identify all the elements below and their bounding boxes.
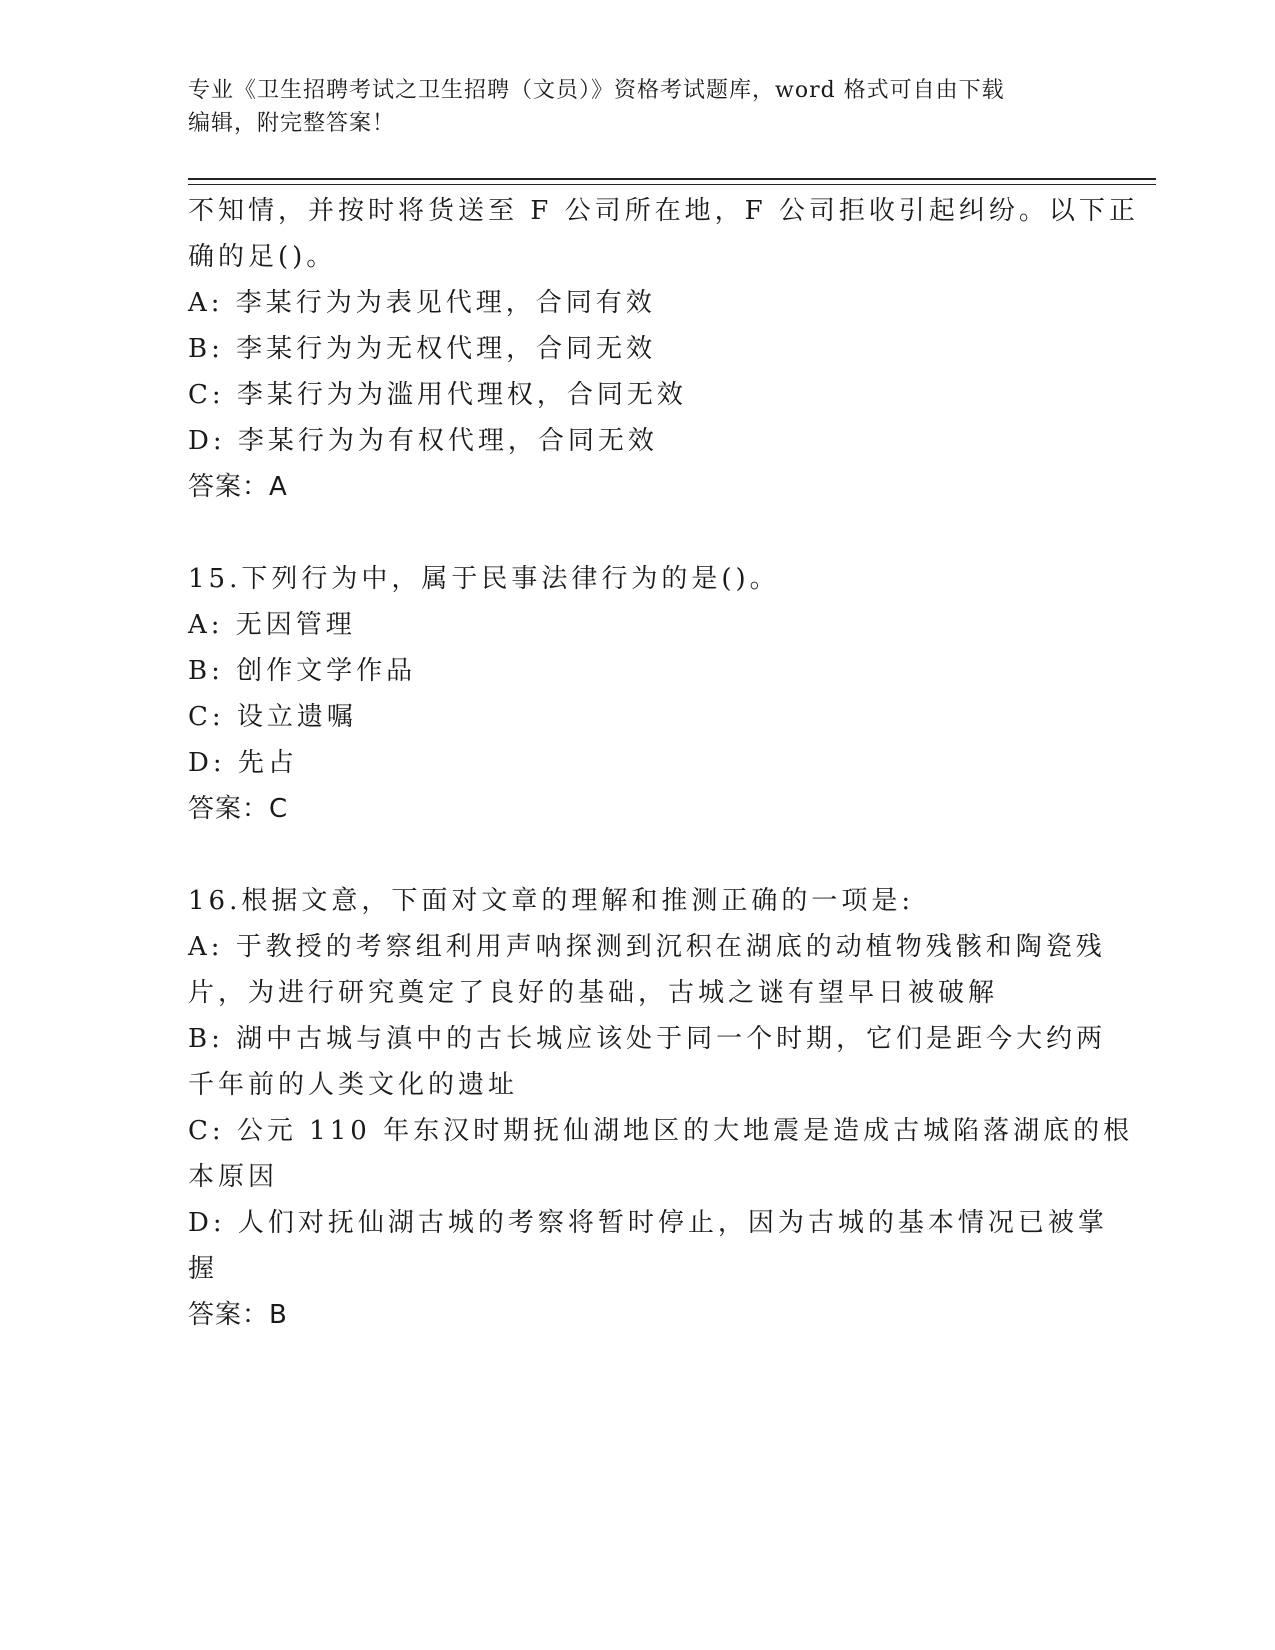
header-divider-thick [188, 178, 1156, 180]
header-line-1: 专业《卫生招聘考试之卫生招聘（文员）》资格考试题库，word 格式可自由下载 [188, 78, 1005, 103]
option-d-continued: 握 [188, 1254, 219, 1284]
option-b: B: 李某行为为无权代理，合同无效 [188, 334, 657, 364]
option-b: B: 创作文学作品 [188, 656, 417, 686]
question-stem-continued: 确的足()。 [188, 242, 337, 272]
option-c-continued: 本原因 [188, 1162, 279, 1192]
header-line-2: 编辑，附完整答案！ [188, 111, 396, 136]
answer-label: 答案：A [188, 472, 288, 502]
option-a: A: 于教授的考察组利用声呐探测到沉积在湖底的动植物残骸和陶瓷残 [188, 932, 1106, 962]
option-a: A: 无因管理 [188, 610, 356, 640]
option-a: A: 李某行为为表见代理，合同有效 [188, 288, 656, 318]
question-stem: 15.下列行为中，属于民事法律行为的是()。 [188, 564, 780, 594]
question-stem: 16.根据文意，下面对文章的理解和推测正确的一项是: [188, 886, 915, 916]
option-d: D: 人们对抚仙湖古城的考察将暂时停止，因为古城的基本情况已被掌 [188, 1208, 1108, 1238]
question-stem-continued: 不知情，并按时将货送至 F 公司所在地，F 公司拒收引起纠纷。以下正 [188, 196, 1139, 226]
option-b: B: 湖中古城与滇中的古长城应该处于同一个时期，它们是距今大约两 [188, 1024, 1107, 1054]
answer-label: 答案：C [188, 794, 289, 824]
option-d: D: 先占 [188, 748, 298, 778]
document-body [188, 188, 1139, 1338]
option-d: D: 李某行为为有权代理，合同无效 [188, 426, 658, 456]
header-divider-thin [188, 184, 1156, 185]
question-16 [188, 878, 1134, 1338]
question-14 [188, 188, 1139, 510]
option-a-continued: 片，为进行研究奠定了良好的基础，古城之谜有望早日被破解 [188, 978, 999, 1008]
spacer [188, 832, 1088, 878]
question-15 [188, 556, 1088, 832]
option-c: C: 李某行为为滥用代理权，合同无效 [188, 380, 687, 410]
answer-label: 答案：B [188, 1300, 288, 1330]
document-header [188, 74, 1078, 140]
spacer [188, 510, 1088, 556]
option-c: C: 公元 110 年东汉时期抚仙湖地区的大地震是造成古城陷落湖底的根 [188, 1116, 1134, 1146]
option-c: C: 设立遗嘱 [188, 702, 357, 732]
option-b-continued: 千年前的人类文化的遗址 [188, 1070, 519, 1100]
